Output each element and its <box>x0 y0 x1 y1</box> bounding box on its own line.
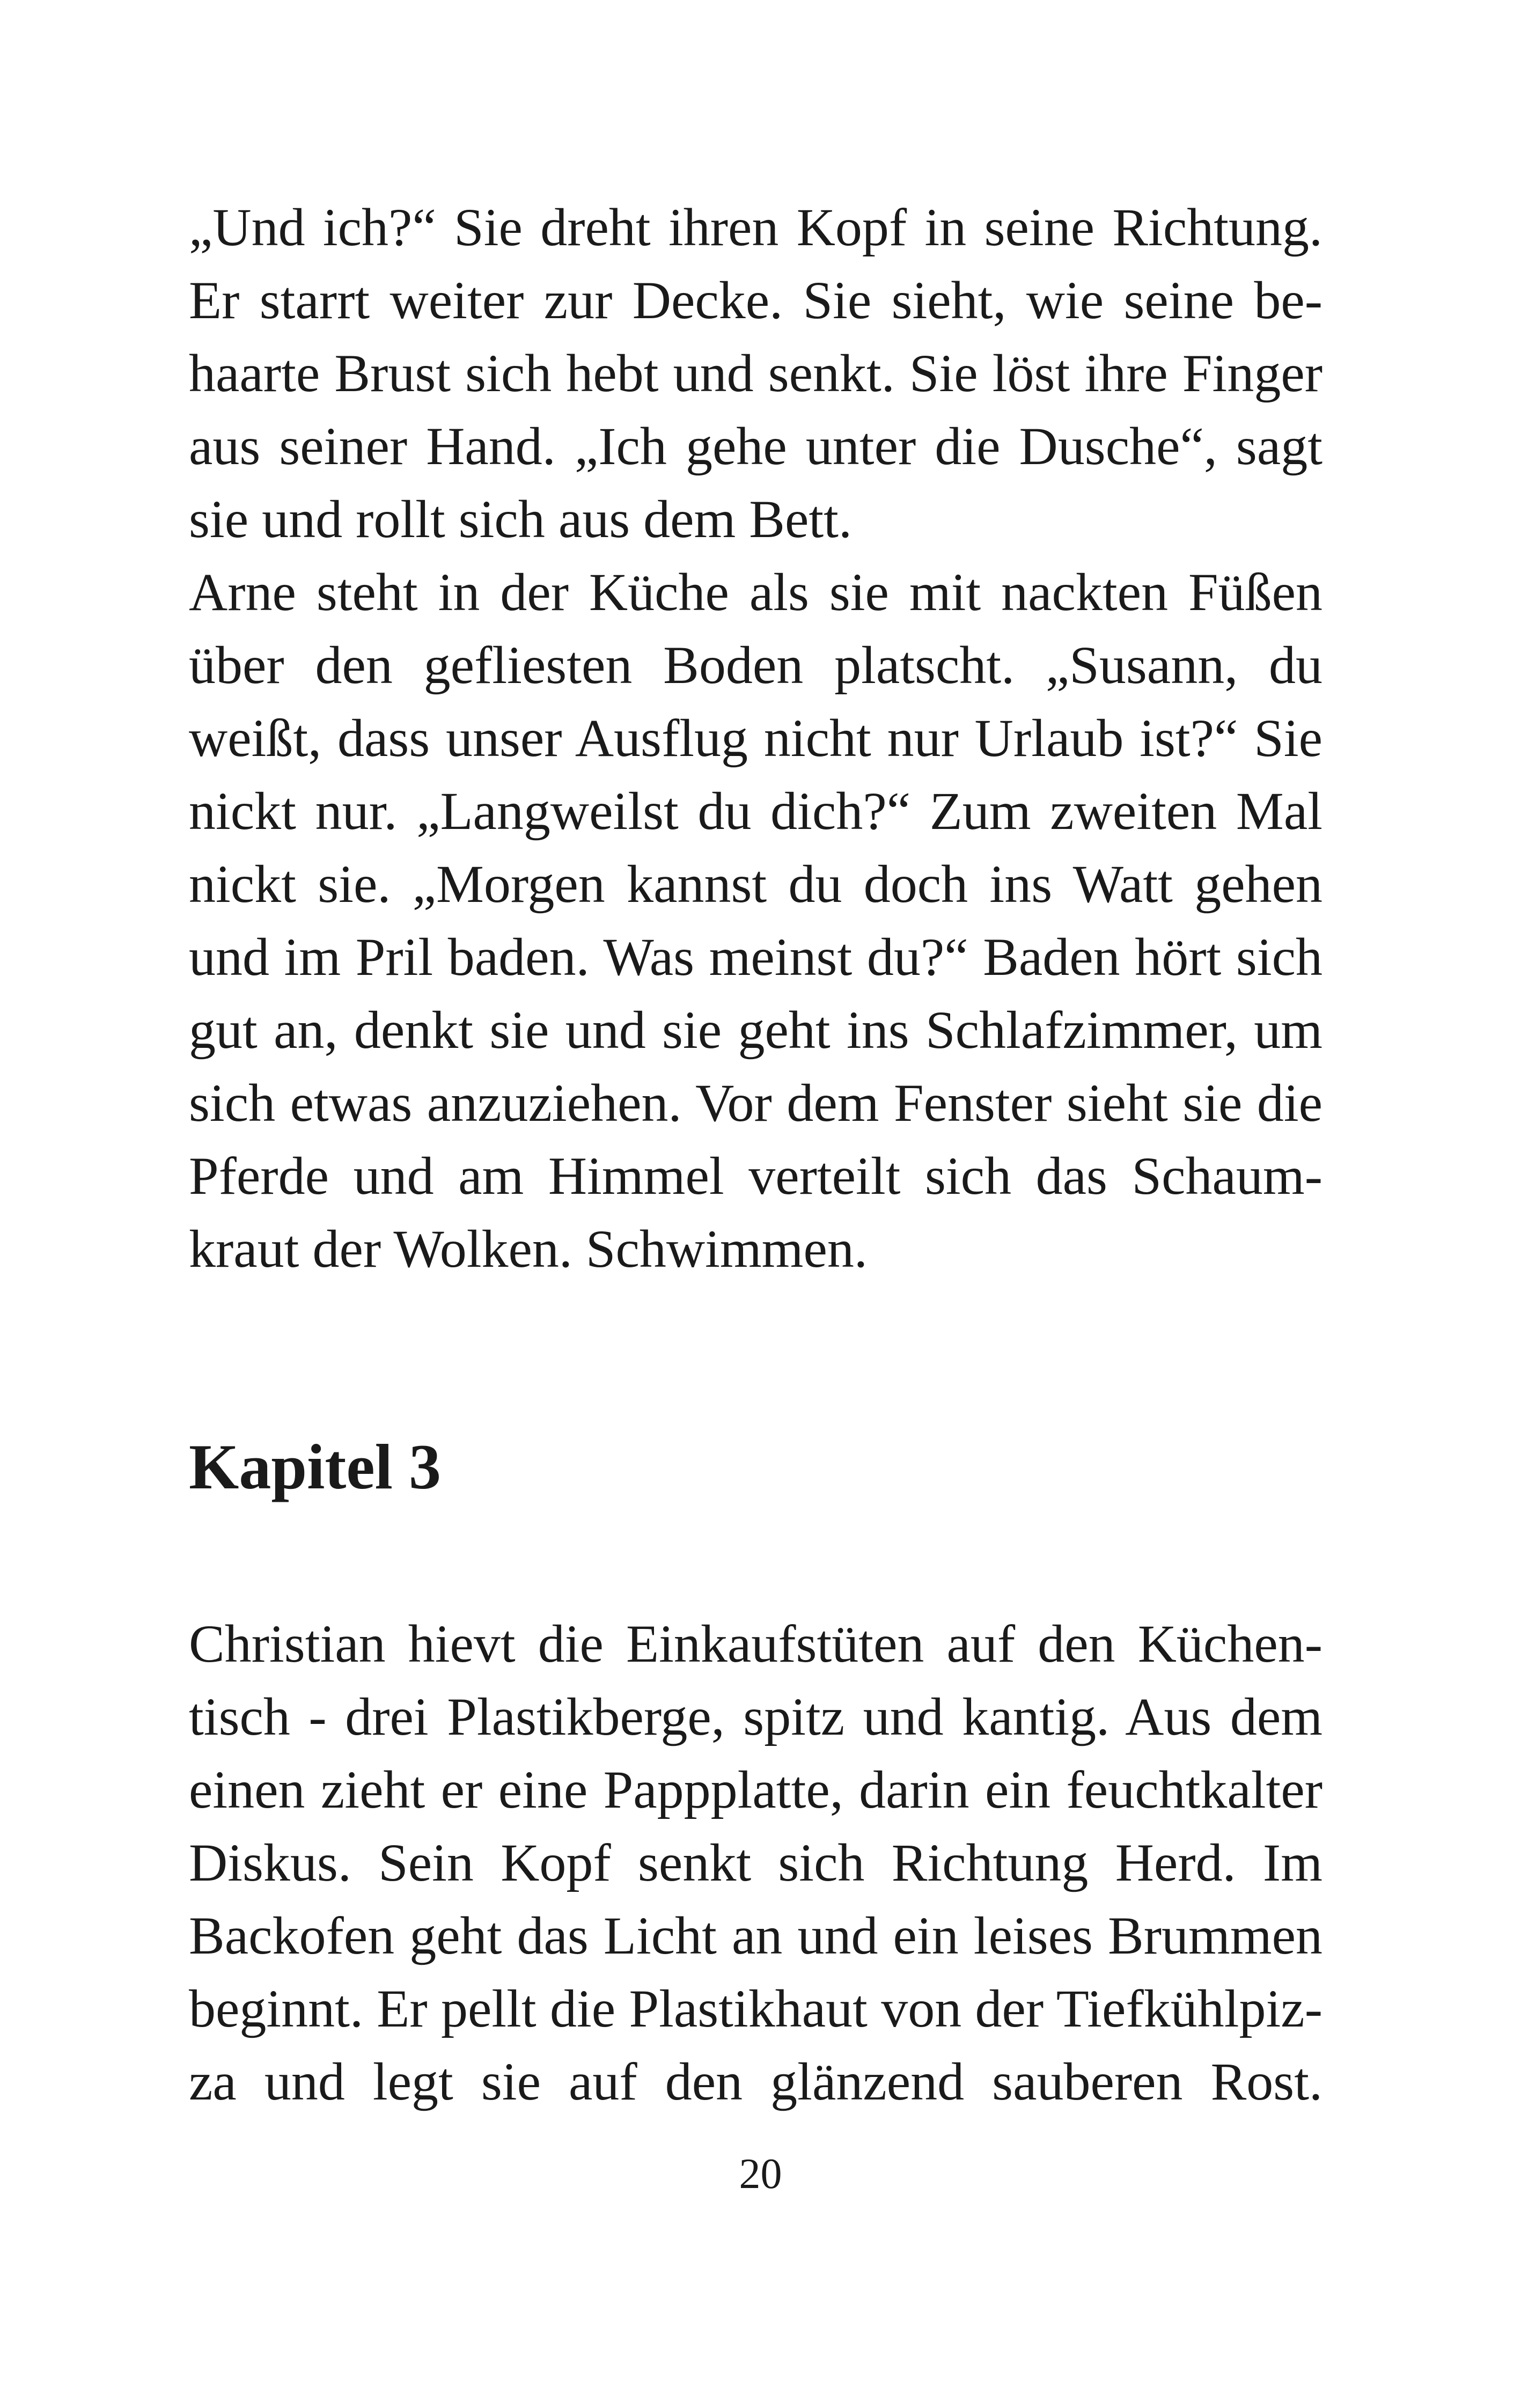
text-line: und im Pril baden. Was meinst du?“ Baden hört sich <box>189 927 1322 987</box>
text-line: aus seiner Hand. „Ich gehe unter die Dusche“, sagt <box>189 416 1322 476</box>
page-number: 20 <box>739 2150 782 2198</box>
paragraph <box>189 191 1322 556</box>
text-line: gut an, denkt sie und sie geht ins Schlafzimmer, um <box>189 1000 1322 1060</box>
text-line: beginnt. Er pellt die Plastikhaut von der Tiefkühlpiz- <box>189 1979 1322 2038</box>
text-line: za und legt sie auf den glänzend sauberen Rost. <box>189 2052 1322 2111</box>
text-line: haarte Brust sich hebt und senkt. Sie löst ihre Finger <box>189 343 1322 403</box>
text-line: sie und rollt sich aus dem Bett. <box>189 489 852 549</box>
text-line: Diskus. Sein Kopf senkt sich Richtung Herd. Im <box>189 1833 1322 1892</box>
text-line: Er starrt weiter zur Decke. Sie sieht, wie seine be- <box>189 270 1322 330</box>
paragraph <box>189 556 1322 1286</box>
text-line: nickt sie. „Morgen kannst du doch ins Watt gehen <box>189 854 1322 914</box>
text-line: sich etwas anzuziehen. Vor dem Fenster sieht sie die <box>189 1073 1322 1133</box>
text-line: kraut der Wolken. Schwimmen. <box>189 1219 868 1279</box>
chapter-heading: Kapitel 3 <box>189 1431 441 1502</box>
text-line: weißt, dass unser Ausflug nicht nur Urlaub ist?“ Sie <box>189 708 1322 768</box>
text-line: „Und ich?“ Sie dreht ihren Kopf in seine Richtung. <box>189 197 1322 257</box>
text-line: Backofen geht das Licht an und ein leises Brummen <box>189 1906 1322 1965</box>
text-line: über den gefliesten Boden platscht. „Susann, du <box>189 635 1322 695</box>
text-line: Arne steht in der Küche als sie mit nackten Füßen <box>189 562 1322 622</box>
paragraph <box>189 1607 1322 2118</box>
text-line: nickt nur. „Langweilst du dich?“ Zum zweiten Mal <box>189 781 1322 841</box>
text-line: Pferde und am Himmel verteilt sich das Schaum- <box>189 1146 1322 1206</box>
text-line: Christian hievt die Einkaufstüten auf den Küchen- <box>189 1614 1322 1673</box>
text-line: einen zieht er eine Pappplatte, darin ein feuchtkalter <box>189 1760 1322 1819</box>
text-line: tisch - drei Plastikberge, spitz und kantig. Aus dem <box>189 1687 1322 1746</box>
